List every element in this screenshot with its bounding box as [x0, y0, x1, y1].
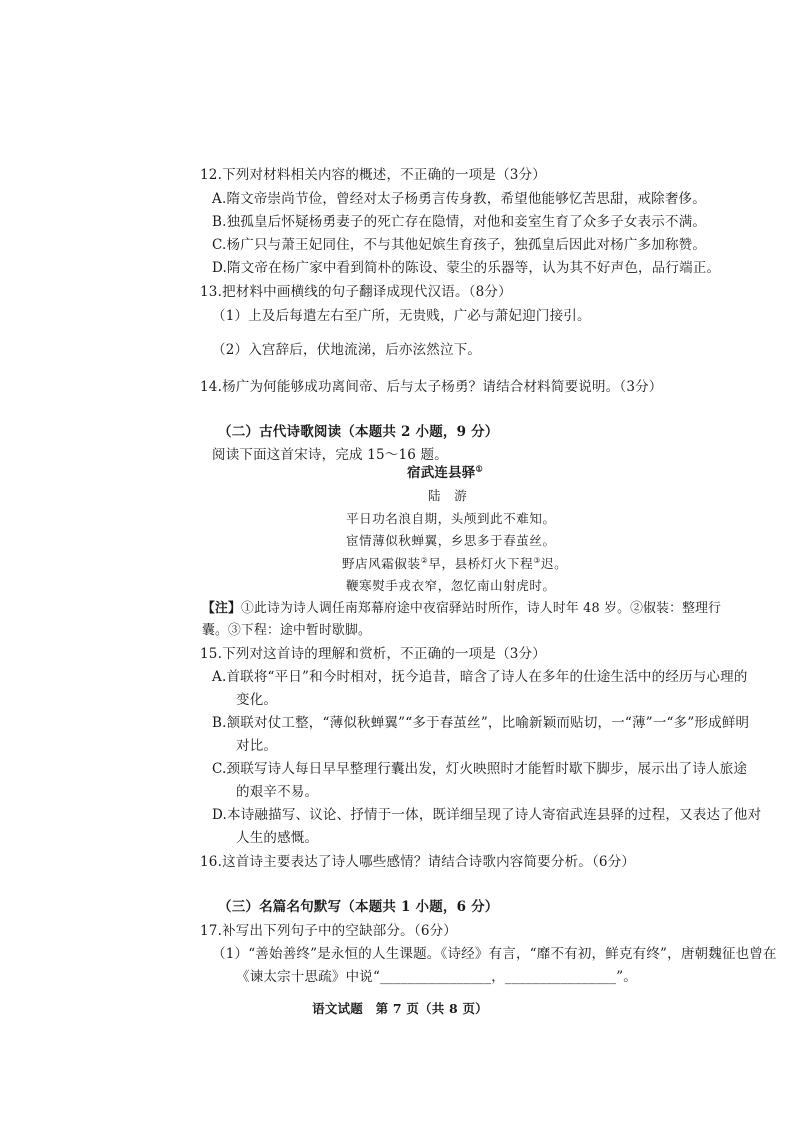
section-2-intro: 阅读下面这首宋诗，完成 15～16 题。 — [212, 447, 448, 463]
q15-option-b-cont: 对比。 — [236, 738, 278, 754]
poem-title — [407, 464, 483, 482]
page-footer: 语文试题 第 7 页（共 8 页） — [312, 1001, 488, 1016]
q15-stem: 15.下列对这首诗的理解和赏析，不正确的一项是（3分） — [200, 646, 546, 662]
poem-note-line-1 — [202, 600, 721, 618]
q15-option-c: C.颈联写诗人每日早早整理行囊出发，灯火映照时才能暂时歇下脚步，展示出了诗人旅途 — [212, 761, 748, 777]
q17-sentence-1-cont: 《谏太宗十思疏》中说“________________，________________”。 — [236, 969, 638, 985]
q13-stem: 13.把材料中画横线的句子翻译成现代汉语。（8分） — [200, 284, 512, 300]
q17-stem: 17.补写出下列句子中的空缺部分。（6分） — [200, 923, 458, 939]
q16-stem: 16.这首诗主要表达了诗人哪些感情？请结合诗歌内容简要分析。（6分） — [200, 854, 636, 870]
q15-option-d-cont: 人生的感慨。 — [236, 830, 319, 846]
q15-option-a: A.首联将“平日”和今时相对，抚今追昔，暗含了诗人在多年的仕途生活中的经历与心理的 — [212, 669, 748, 685]
poem-line-1: 平日功名浪自期，头颅到此不难知。 — [346, 511, 556, 526]
q17-sentence-1: （1）“善始善终”是永恒的人生课题。《诗经》有言，“靡不有初，鲜克有终”，唐朝魏征也曾在 — [212, 946, 777, 962]
poem-line-3-note-3: ③ — [533, 555, 541, 565]
q13-sentence-2: （2）入宫辞后，伏地流涕，后亦泫然泣下。 — [212, 342, 482, 358]
poem-note-text-1: ①此诗为诗人调任南郑幕府途中夜宿驿站时所作，诗人时年 48 岁。②俶装：整理行 — [241, 601, 722, 616]
poem-line-2: 宦情薄似秋蝉翼，乡思多于春茧丝。 — [346, 533, 556, 548]
poem-note-line-2: 囊。③下程：途中暂时歇脚。 — [202, 623, 371, 638]
poem-line-3-note-2: ② — [420, 555, 429, 565]
q12-option-a: A.隋文帝崇尚节俭，曾经对太子杨勇言传身教，希望他能够忆苦思甜，戒除奢侈。 — [212, 191, 706, 207]
poem-note-label: 【注】 — [202, 601, 241, 616]
q15-option-b: B.颔联对仗工整，“薄似秋蝉翼”“多于春茧丝”，比喻新颖而贴切，一“薄”一“多”形成鲜明 — [212, 715, 750, 731]
section-3-heading: （三）名篇名句默写（本题共 1 小题，6 分） — [218, 899, 499, 915]
poem-title-note: ① — [475, 463, 483, 474]
q12-option-d: D.隋文帝在杨广家中看到简朴的陈设、蒙尘的乐器等，认为其不好声色，品行端正。 — [212, 260, 721, 276]
poem-title-text: 宿武连县驿 — [407, 465, 476, 481]
section-2-heading: （二）古代诗歌阅读（本题共 2 小题，9 分） — [218, 424, 499, 440]
poem-line-3-part-a: 野店风霜俶装 — [342, 556, 421, 571]
q12-stem: 12.下列对材料相关内容的概述，不正确的一项是（3分） — [200, 167, 546, 183]
q15-option-a-cont: 变化。 — [236, 692, 278, 708]
poem-line-4: 鞭寒熨手戎衣窄，忽忆南山射虎时。 — [346, 578, 556, 593]
poem-line-3-part-b: 早，县桥灯火下程 — [428, 556, 534, 571]
q15-option-d: D.本诗融描写、议论、抒情于一体，既详细呈现了诗人寄宿武连县驿的过程，又表达了他对 — [212, 807, 762, 823]
q13-sentence-1: （1）上及后每遣左右至广所，无贵贱，广必与萧妃迎门接引。 — [212, 308, 591, 324]
poem-author: 陆 游 — [428, 488, 468, 503]
poem-line-3 — [342, 555, 567, 573]
q12-option-c: C.杨广只与萧王妃同住，不与其他妃嫔生育孩子，独孤皇后因此对杨广多加称赞。 — [212, 237, 707, 253]
q14-stem: 14.杨广为何能够成功离间帝、后与太子杨勇？请结合材料简要说明。（3分） — [200, 379, 663, 395]
q12-option-b: B.独孤皇后怀疑杨勇妻子的死亡存在隐情，对他和妾室生育了众多子女表示不满。 — [212, 214, 707, 230]
q15-option-c-cont: 的艰辛不易。 — [236, 784, 319, 800]
poem-line-3-part-c: 迟。 — [540, 556, 568, 571]
